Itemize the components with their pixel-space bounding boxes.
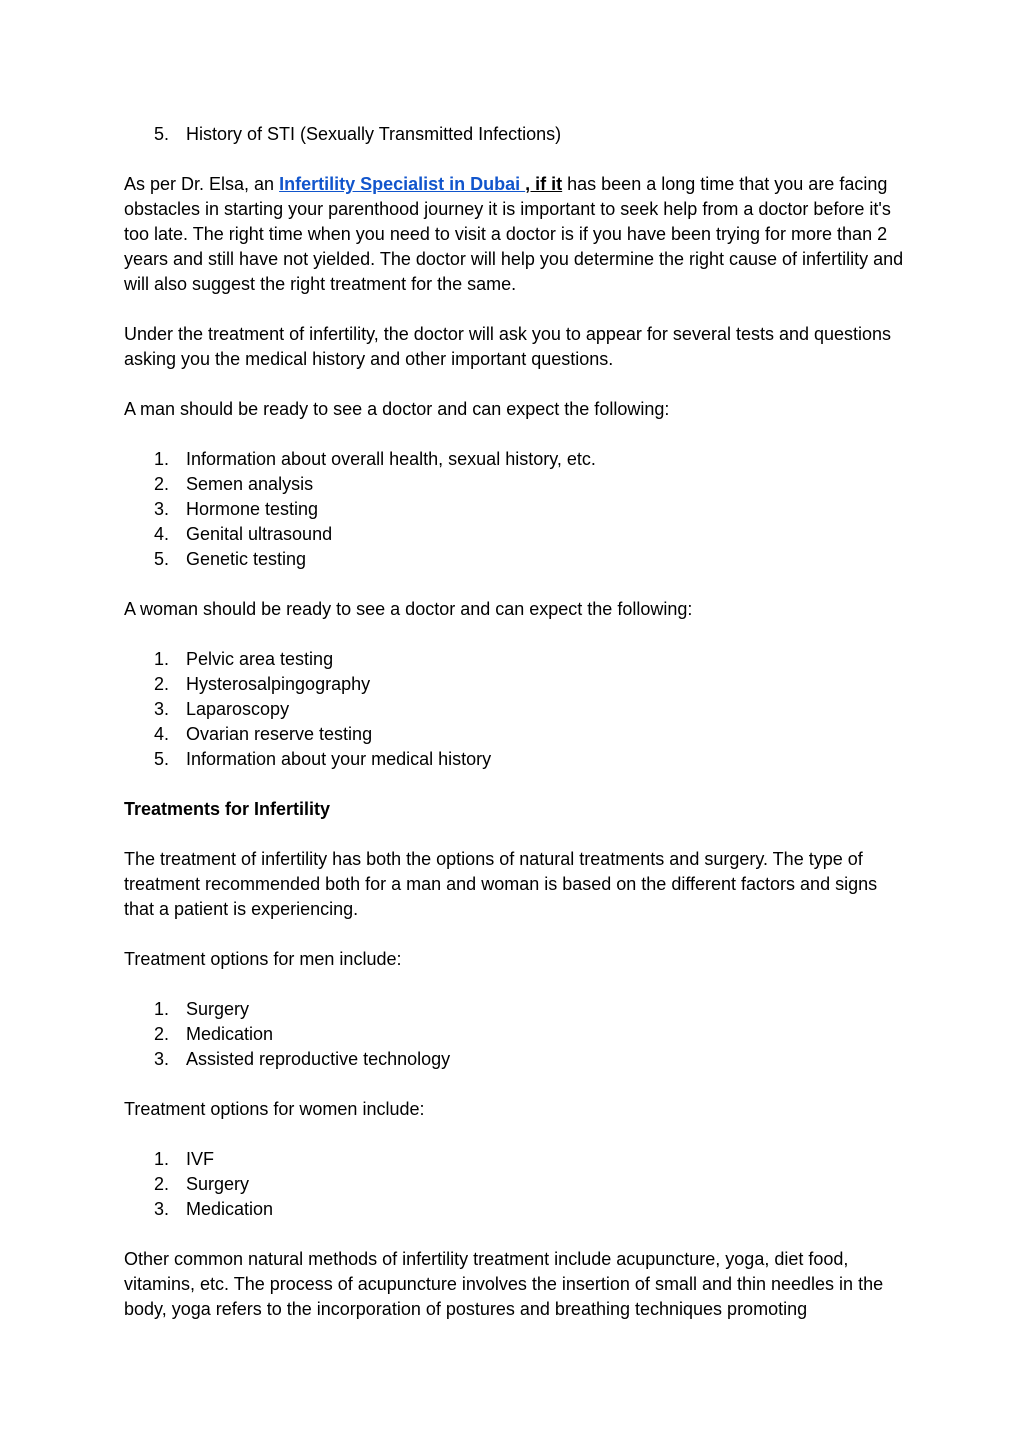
list-item xyxy=(124,522,904,547)
list-number: 2. xyxy=(154,1024,170,1044)
list-text: IVF xyxy=(186,1149,215,1169)
list-text: Hysterosalpingography xyxy=(186,674,371,694)
list-item xyxy=(124,1197,904,1222)
list-item xyxy=(124,122,904,147)
list-text: Surgery xyxy=(186,1174,250,1194)
list-text: Semen analysis xyxy=(186,474,314,494)
list-text: Pelvic area testing xyxy=(186,649,334,669)
man-intro: A man should be ready to see a doctor and can expect the following: xyxy=(124,399,670,419)
sti-list xyxy=(124,122,904,147)
list-number: 2. xyxy=(154,1174,170,1194)
list-number: 4. xyxy=(154,724,170,744)
list-text: Assisted reproductive technology xyxy=(186,1049,451,1069)
list-number: 3. xyxy=(154,499,170,519)
list-number: 1. xyxy=(154,449,170,469)
list-item xyxy=(124,497,904,522)
paragraph-tests: Under the treatment of infertility, the doctor will ask you to appear for several tests and questions asking you the medical history and other important questions. xyxy=(124,324,892,369)
list-text: Hormone testing xyxy=(186,499,319,519)
list-text: Medication xyxy=(186,1199,274,1219)
women-options-intro: Treatment options for women include: xyxy=(124,1099,425,1119)
list-number: 1. xyxy=(154,1149,170,1169)
list-number: 5. xyxy=(154,124,170,144)
list-number: 3. xyxy=(154,1049,170,1069)
list-text: Laparoscopy xyxy=(186,699,290,719)
section-heading-treatments: Treatments for Infertility xyxy=(124,799,331,819)
list-text: Genital ultrasound xyxy=(186,524,333,544)
infertility-specialist-link[interactable]: Infertility Specialist in Dubai xyxy=(279,174,526,194)
list-item xyxy=(124,747,904,772)
men-options-list xyxy=(124,997,904,1072)
list-text: Ovarian reserve testing xyxy=(186,724,373,744)
list-number: 1. xyxy=(154,999,170,1019)
list-item xyxy=(124,1047,904,1072)
men-options-intro: Treatment options for men include: xyxy=(124,949,402,969)
list-item xyxy=(124,1147,904,1172)
list-number: 1. xyxy=(154,649,170,669)
list-number: 4. xyxy=(154,524,170,544)
list-item xyxy=(124,1022,904,1047)
list-item xyxy=(124,472,904,497)
list-item xyxy=(124,547,904,572)
list-item xyxy=(124,697,904,722)
list-number: 3. xyxy=(154,1199,170,1219)
list-number: 5. xyxy=(154,549,170,569)
list-item xyxy=(124,997,904,1022)
paragraph-specialist xyxy=(124,172,904,297)
list-item xyxy=(124,647,904,672)
list-text: Information about overall health, sexual history, etc. xyxy=(186,449,596,469)
list-item xyxy=(124,672,904,697)
paragraph-natural-methods: Other common natural methods of infertility treatment include acupuncture, yoga, diet food, vitamins, etc. The process of acupuncture involves the insertion of small and thin needles in the body, yoga refers to the incorporation of postures and breathing techniques promoting xyxy=(124,1249,884,1319)
list-number: 3. xyxy=(154,699,170,719)
list-text: Medication xyxy=(186,1024,274,1044)
list-item xyxy=(124,447,904,472)
bold-underlined-text: , if it xyxy=(525,174,563,194)
list-item xyxy=(124,722,904,747)
list-item xyxy=(124,1172,904,1197)
paragraph-text: As per Dr. Elsa, an xyxy=(124,174,280,194)
list-text: Information about your medical history xyxy=(186,749,492,769)
women-options-list xyxy=(124,1147,904,1222)
list-text: History of STI (Sexually Transmitted Infections) xyxy=(186,124,562,144)
paragraph-treatments: The treatment of infertility has both the options of natural treatments and surgery. The type of treatment recommended both for a man and woman is based on the different factors and signs that a patient is experiencing. xyxy=(124,849,878,919)
woman-intro: A woman should be ready to see a doctor and can expect the following: xyxy=(124,599,693,619)
list-text: Surgery xyxy=(186,999,250,1019)
list-number: 2. xyxy=(154,474,170,494)
document-page xyxy=(124,122,904,1322)
list-text: Genetic testing xyxy=(186,549,307,569)
man-list xyxy=(124,447,904,572)
woman-list xyxy=(124,647,904,772)
list-number: 5. xyxy=(154,749,170,769)
list-number: 2. xyxy=(154,674,170,694)
paragraph-text: has been a long time that you are facing obstacles in starting your parenthood journey it is important to seek help from a doctor before it's too late. The right time when you need to visit a doctor is if you have been trying for more than 2 years and still have not yielded. The doctor will help you determine the right cause of infertility and will also suggest the right treatment for the same. xyxy=(124,174,904,294)
